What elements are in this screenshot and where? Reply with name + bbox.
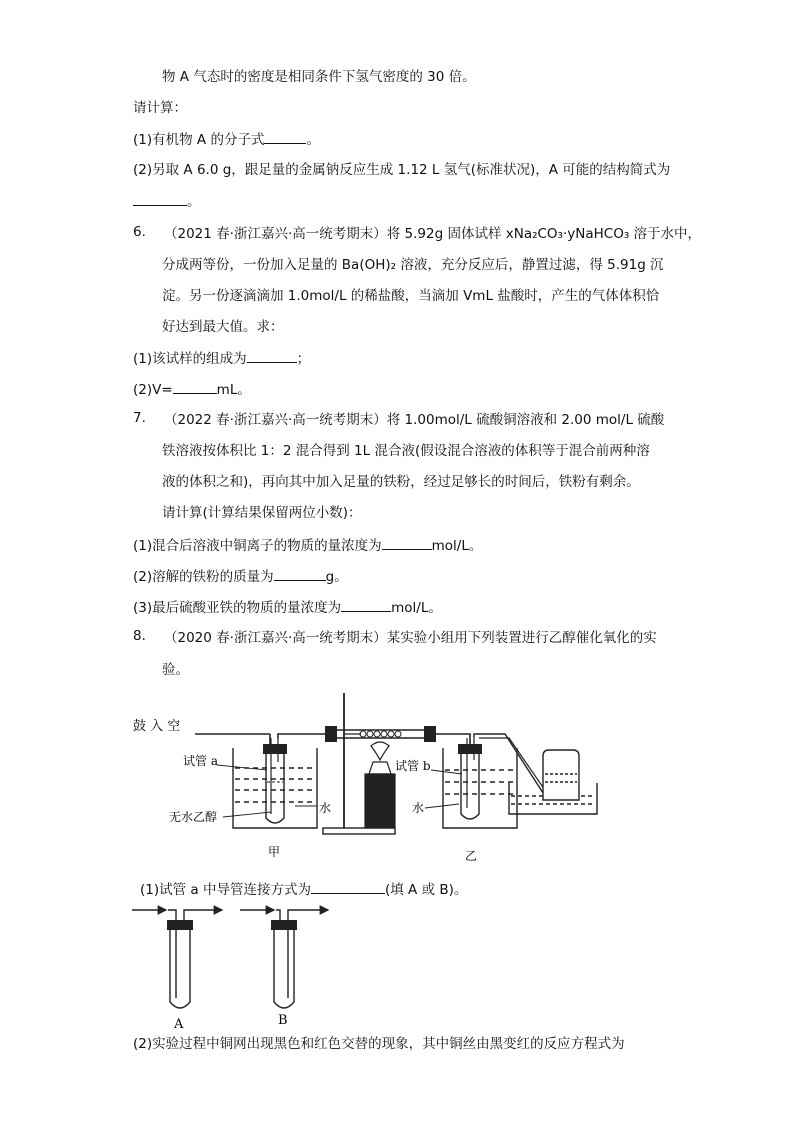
water-label-left: 水: [319, 801, 332, 815]
question-line: [140, 879, 467, 900]
option-a-label: A: [174, 1017, 184, 1032]
question-text: ；: [296, 351, 311, 367]
question-line: [133, 191, 201, 212]
question-line: [133, 129, 320, 150]
question-line: [133, 379, 251, 400]
question-line: [133, 348, 310, 369]
water-label-right: 水: [412, 801, 425, 815]
question-number: 6.: [133, 224, 146, 240]
test-tube-b: [458, 738, 482, 819]
question-text: g。: [325, 569, 348, 585]
jia-label: 甲: [268, 845, 281, 859]
text-line: （2022 春·浙江嘉兴·高一统考期末）将 1.00mol/L 硫酸铜溶液和 2.00 mol/L 硫酸: [164, 412, 665, 428]
question-text: (2)溶解的铁粉的质量为: [133, 569, 274, 585]
answer-blank[interactable]: [382, 535, 432, 550]
answer-blank[interactable]: [173, 379, 217, 394]
ethanol-label: 无水乙醇: [169, 810, 218, 824]
text-line: (2)另取 A 6.0 g，跟足量的金属钠反应生成 1.12 L 氢气(标准状况)，A 可能的结构简式为: [133, 162, 671, 178]
air-label: 鼓 入 空: [133, 719, 181, 734]
question-number: 7.: [133, 410, 146, 426]
text-line: 淀。另一份逐滴滴加 1.0mol/L 的稀盐酸，当滴加 VmL 盐酸时，产生的气体体积恰: [162, 288, 660, 304]
text-line: 物 A 气态时的密度是相同条件下氢气密度的 30 倍。: [162, 69, 476, 85]
connection-options-diagram: [130, 898, 360, 1033]
answer-blank[interactable]: [341, 597, 391, 612]
text-line: 请计算：: [133, 100, 187, 116]
text-line: 铁溶液按体积比 1：2 混合得到 1L 混合液(假设混合溶液的体积等于混合前两种溶: [162, 443, 650, 459]
tube-a-label: 试管 a: [183, 754, 218, 768]
answer-blank[interactable]: [311, 879, 385, 894]
question-text: (填 A 或 B)。: [384, 882, 468, 898]
text-line: （2020 春·浙江嘉兴·高一统考期末）某实验小组用下列装置进行乙醇催化氧化的实: [164, 630, 657, 646]
text-line: 请计算(计算结果保留两位小数)：: [162, 505, 362, 521]
answer-blank[interactable]: [274, 566, 326, 581]
text-line: (2)实验过程中铜网出现黑色和红色交替的现象，其中铜丝由黑变红的反应方程式为: [133, 1036, 625, 1052]
tube-b-label: 试管 b: [395, 759, 431, 773]
question-text: (1)混合后溶液中铜离子的物质的量浓度为: [133, 538, 382, 554]
text-line: 验。: [162, 662, 189, 678]
question-text: mL。: [216, 382, 251, 398]
text-line: 液的体积之和)，再向其中加入足量的铁粉，经过足够长的时间后，铁粉有剩余。: [162, 474, 640, 490]
question-text: mol/L。: [391, 600, 442, 616]
question-text: (2)V=: [133, 382, 173, 398]
question-text: (1)试管 a 中导管连接方式为: [140, 882, 311, 898]
answer-blank[interactable]: [247, 348, 297, 363]
question-text: mol/L。: [431, 538, 483, 554]
text-line: （2021 春·浙江嘉兴·高一统考期末）将 5.92g 固体试样 xNa₂CO₃·yNaHCO₃ 溶于水中，: [164, 226, 702, 242]
beaker-jia: [233, 748, 317, 828]
option-b-tube: [240, 910, 328, 1008]
question-text: (3)最后硫酸亚铁的物质的量浓度为: [133, 600, 342, 616]
gas-collection-bottle: [543, 750, 579, 800]
question-line: [133, 566, 348, 587]
beaker-yi: [443, 748, 517, 828]
alcohol-lamp: [365, 742, 395, 828]
option-b-label: B: [278, 1013, 288, 1028]
option-a-tube: [132, 910, 222, 1008]
test-tube-a: [263, 738, 287, 823]
apparatus-diagram: [125, 688, 605, 868]
text-line: 分成两等份，一份加入足量的 Ba(OH)₂ 溶液，充分反应后，静置过滤，得 5.91g 沉: [162, 257, 664, 273]
question-text: (1)有机物 A 的分子式: [133, 132, 265, 148]
answer-blank[interactable]: [133, 191, 187, 206]
question-text: 。: [187, 194, 201, 210]
question-line: [133, 535, 482, 556]
question-line: [133, 597, 442, 618]
answer-blank[interactable]: [264, 129, 306, 144]
yi-label: 乙: [465, 849, 478, 863]
question-text: 。: [306, 132, 320, 148]
question-number: 8.: [133, 628, 146, 644]
combustion-tube: [325, 726, 436, 742]
question-text: (1)该试样的组成为: [133, 351, 247, 367]
text-line: 好达到最大值。求：: [162, 319, 284, 335]
